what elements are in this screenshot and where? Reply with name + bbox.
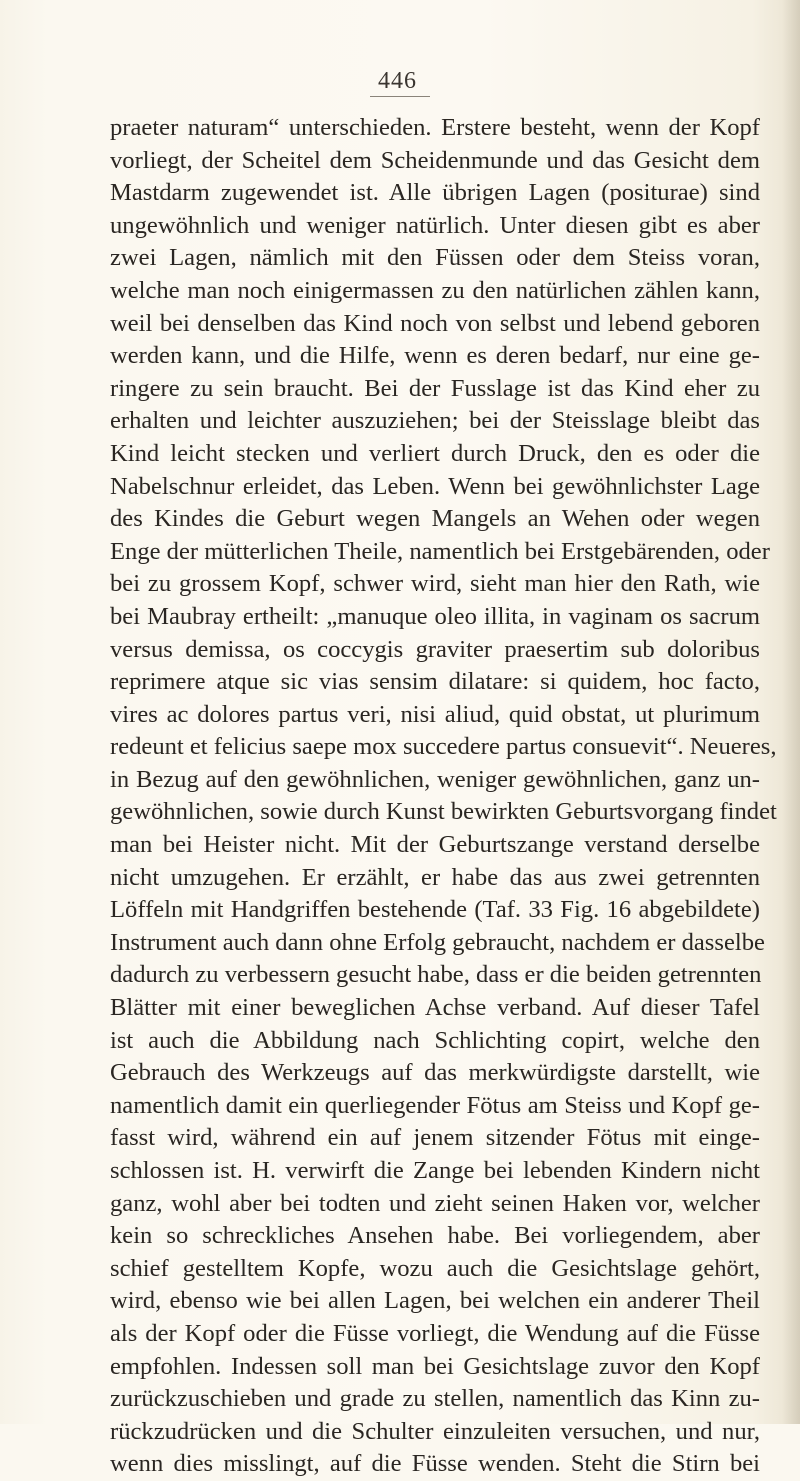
text-line: zwei Lagen, nämlich mit den Füssen oder dem Steiss voran, (110, 244, 760, 272)
page-number: 446 (378, 68, 417, 94)
text-line: Mastdarm zugewendet ist. Alle übrigen Lagen (positurae) sind (110, 179, 760, 207)
text-line: zurückzuschieben und grade zu stellen, namentlich das Kinn zu- (110, 1385, 760, 1413)
text-line: wird, ebenso wie bei allen Lagen, bei welchen ein anderer Theil (110, 1287, 760, 1315)
text-line: Enge der mütterlichen Theile, namentlich bei Erstgebärenden, oder (110, 537, 770, 565)
text-line: als der Kopf oder die Füsse vorliegt, die Wendung auf die Füsse (110, 1319, 760, 1347)
text-line: Gebrauch des Werkzeugs auf das merkwürdigste darstellt, wie (110, 1059, 760, 1087)
text-line: bei Maubray ertheilt: „manuque oleo illita, in vaginam os sacrum (110, 602, 760, 630)
text-line: versus demissa, os coccygis graviter praesertim sub doloribus (110, 635, 760, 663)
text-line: in Bezug auf den gewöhnlichen, weniger gewöhnlichen, ganz un- (110, 765, 760, 793)
text-line: vires ac dolores partus veri, nisi aliud, quid obstat, ut plurimum (110, 700, 760, 728)
text-line: vorliegt, der Scheitel dem Scheidenmunde und das Gesicht dem (110, 146, 760, 174)
text-line: Löffeln mit Handgriffen bestehende (Taf. 33 Fig. 16 abgebildete) (110, 896, 760, 924)
text-line: namentlich damit ein querliegender Fötus am Steiss und Kopf ge- (110, 1091, 760, 1119)
text-line: schlossen ist. H. verwirft die Zange bei lebenden Kindern nicht (110, 1157, 760, 1184)
text-line: ist auch die Abbildung nach Schlichting copirt, welche den (110, 1026, 760, 1054)
text-line: ganz, wohl aber bei todten und zieht seinen Haken vor, welcher (110, 1189, 760, 1217)
text-line: nicht umzugehen. Er erzählt, er habe das aus zwei getrennten (110, 863, 760, 891)
text-line: welche man noch einigermassen zu den natürlichen zählen kann, (110, 276, 760, 304)
text-line: reprimere atque sic vias sensim dilatare: si quidem, hoc facto, (110, 668, 760, 696)
text-line: redeunt et felicius saepe mox succedere partus consuevit“. Neueres, (110, 733, 777, 761)
text-line: Instrument auch dann ohne Erfolg gebraucht, nachdem er dasselbe (110, 928, 765, 956)
text-line: ringere zu sein braucht. Bei der Fusslage ist das Kind eher zu (110, 374, 760, 402)
text-line: man bei Heister nicht. Mit der Geburtszange verstand derselbe (110, 831, 760, 859)
page-number-underline (370, 96, 430, 97)
text-line: gewöhnlichen, sowie durch Kunst bewirkten Geburtsvorgang findet (110, 798, 777, 826)
text-line: fasst wird, während ein auf jenem sitzender Fötus mit einge- (110, 1124, 760, 1152)
text-line: schief gestelltem Kopfe, wozu auch die Gesichtslage gehört, (110, 1254, 760, 1282)
text-line: Nabelschnur erleidet, das Leben. Wenn bei gewöhnlichster Lage (110, 472, 760, 500)
text-line: werden kann, und die Hilfe, wenn es deren bedarf, nur eine ge- (110, 342, 760, 370)
text-line: wenn dies misslingt, auf die Füsse wenden. Steht die Stirn bei (110, 1450, 760, 1478)
text-line: Kind leicht stecken und verliert durch Druck, den es oder die (110, 439, 760, 467)
text-line: dadurch zu verbessern gesucht habe, dass er die beiden getrennten (110, 961, 762, 989)
text-line: weil bei denselben das Kind noch von selbst und lebend geboren (110, 309, 760, 337)
text-line: bei zu grossem Kopf, schwer wird, sieht man hier den Rath, wie (110, 570, 760, 598)
text-line: rückzudrücken und die Schulter einzuleiten versuchen, und nur, (110, 1417, 760, 1445)
text-line: ungewöhnlich und weniger natürlich. Unter diesen gibt es aber (110, 211, 760, 239)
page-edge-shadow (782, 0, 800, 1424)
text-line: des Kindes die Geburt wegen Mangels an Wehen oder wegen (110, 505, 760, 533)
text-line: kein so schreckliches Ansehen habe. Bei vorliegendem, aber (110, 1222, 760, 1250)
text-line: praeter naturam“ unterschieden. Erstere besteht, wenn der Kopf (110, 114, 760, 141)
text-line: empfohlen. Indessen soll man bei Gesichtslage zuvor den Kopf (110, 1352, 760, 1380)
text-line: Blätter mit einer beweglichen Achse verband. Auf dieser Tafel (110, 994, 760, 1022)
text-line: erhalten und leichter auszuziehen; bei der Steisslage bleibt das (110, 407, 760, 435)
body-text (110, 112, 777, 1481)
